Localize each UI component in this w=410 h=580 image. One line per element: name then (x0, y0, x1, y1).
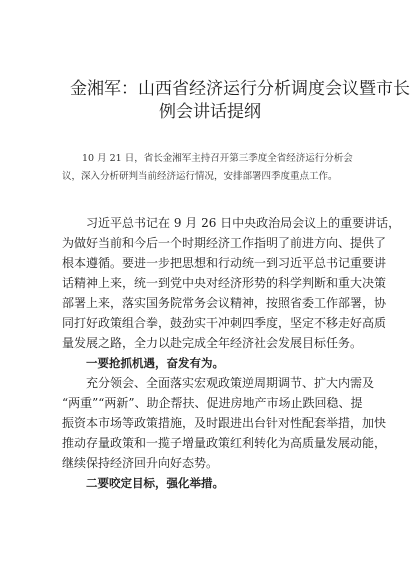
paragraph-line: 部署上来，落实国务院常务会议精神，按照省委工作部署，协 (62, 296, 387, 310)
paragraph-line: 为做好当前和今后一个时期经济工作指明了前进方向、提供了 (62, 236, 387, 250)
section-heading-1 (62, 353, 362, 373)
paragraph-line: 话精神上来，统一到党中央对经济形势的科学判断和重大决策 (62, 276, 387, 290)
paragraph-line: 振资本市场等政策措施，及时跟进出台针对性配套举措，加快 (62, 416, 387, 430)
section-heading: 二要咬定目标，强化举措。 (86, 476, 224, 490)
document-title (70, 78, 410, 124)
paragraph-line: 量发展之路，全力以赴完成全年经济社会发展目标任务。 (62, 336, 363, 350)
paragraph-line: 习近平总书记在 9 月 26 日中央政治局会议上的重要讲话， (86, 216, 401, 230)
paragraph-line: 同打好政策组合拳，鼓劲实干冲刺四季度，坚定不移走好高质 (62, 316, 387, 330)
paragraph-line: 继续保持经济回升向好态势。 (62, 456, 219, 470)
paragraph-1 (62, 213, 401, 353)
paragraph-line: “两重”“两新”、助企帮扶、促进房地产市场止跌回稳、提 (62, 396, 363, 410)
title-line: 金湘军：山西省经济运行分析调度会议暨市长 (70, 79, 410, 99)
paragraph-line: 根本遵循。要进一步把思想和行动统一到习近平总书记重要讲 (62, 256, 387, 270)
section-heading-2 (62, 473, 362, 493)
summary-line: 议，深入分析研判当前经济运行情况，安排部署四季度重点工作。 (62, 171, 338, 182)
document-summary (62, 150, 362, 186)
title-line: 例会讲话提纲 (159, 102, 261, 122)
paragraph-2 (62, 373, 387, 473)
summary-line: 10 月 21 日，省长金湘军主持召开第三季度全省经济运行分析会 (82, 153, 353, 164)
section-heading: 一要抢抓机遇，奋发有为。 (86, 356, 224, 370)
paragraph-line: 推动存量政策和一揽子增量政策红利转化为高质量发展动能， (62, 436, 387, 450)
paragraph-line: 充分领会、全面落实宏观政策逆周期调节、扩大内需及 (86, 376, 375, 390)
